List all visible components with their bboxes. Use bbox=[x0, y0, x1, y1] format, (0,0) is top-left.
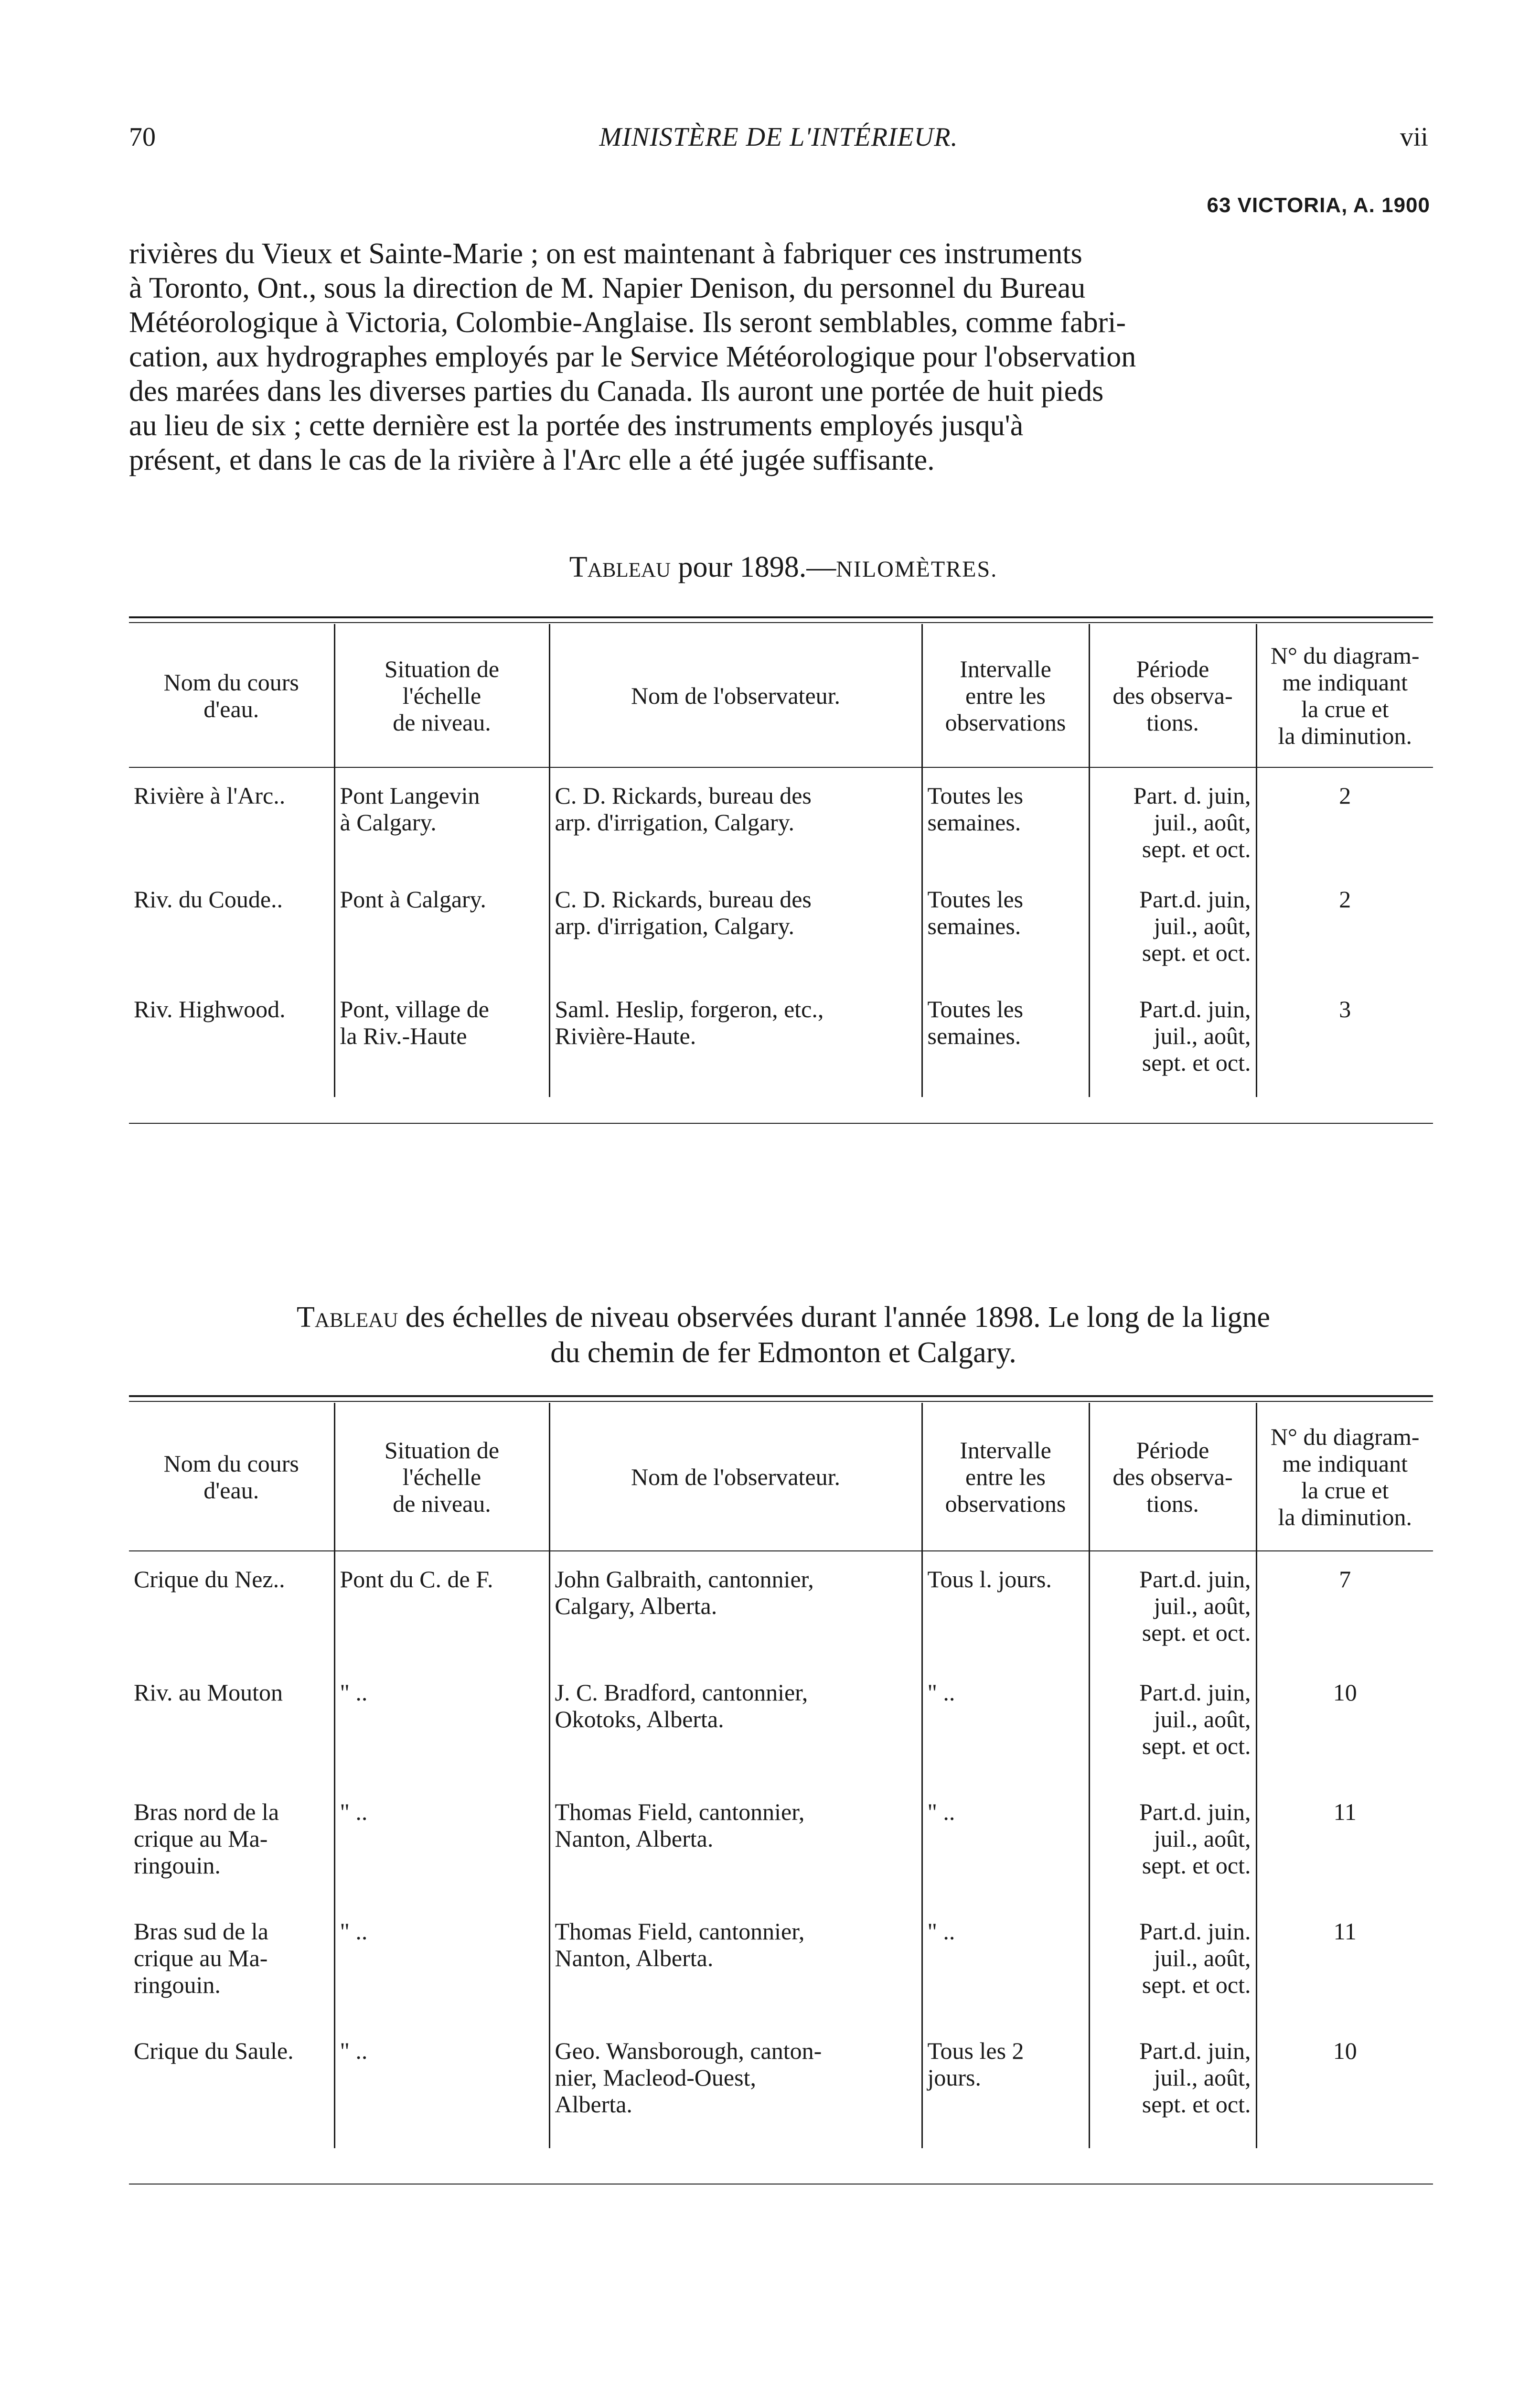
intro-line: Météorologique à Victoria, Colombie-Anglaise. Ils seront semblables, comme fabri- bbox=[129, 306, 1126, 339]
table1-cell: Pont Langevin à Calgary. bbox=[334, 767, 549, 877]
session-label: 63 VICTORIA, A. 1900 bbox=[1207, 194, 1430, 217]
table2-column-header: Nom de l'observateur. bbox=[549, 1403, 922, 1551]
table2-cell: Pont du C. de F. bbox=[334, 1551, 549, 1670]
table2-cell: " .. bbox=[334, 1909, 549, 2029]
table2-row bbox=[129, 1670, 1433, 1790]
table1-column-header: N° du diagram- me indiquant la crue et la diminution. bbox=[1256, 624, 1433, 767]
table2-cell: Bras nord de la crique au Ma- ringouin. bbox=[134, 1798, 279, 1879]
table1-cell: Pont, village de la Riv.-Haute bbox=[334, 987, 549, 1097]
table1-bottom-rule bbox=[129, 1123, 1433, 1124]
table1-cell: Riv. Highwood. bbox=[134, 996, 286, 1022]
table2-cell: Thomas Field, cantonnier, Nanton, Alberta. bbox=[549, 1909, 922, 2029]
table1-caption-rest: pour 1898.— bbox=[678, 551, 836, 583]
intro-line: au lieu de six ; cette dernière est la portée des instruments employés jusqu'à bbox=[129, 409, 1024, 442]
table2-cell: " .. bbox=[922, 1909, 1089, 2029]
table1-cell: 2 bbox=[1256, 767, 1433, 877]
table2-caption-line1 bbox=[129, 1300, 1438, 1335]
table2-cell: Bras sud de la crique au Ma- ringouin. bbox=[134, 1918, 268, 1998]
table1-column-header: Nom de l'observateur. bbox=[549, 624, 922, 767]
table2-cell: Part.d. juin, juil., août, sept. et oct. bbox=[1089, 2029, 1256, 2148]
table2-cell: Part.d. juin, juil., août, sept. et oct. bbox=[1089, 1670, 1256, 1790]
table1-cell: Toutes les semaines. bbox=[922, 767, 1089, 877]
table2-row bbox=[129, 1909, 1433, 2029]
intro-line: rivières du Vieux et Sainte-Marie ; on est maintenant à fabriquer ces instruments bbox=[129, 237, 1082, 270]
table2-caption-rest: des échelles de niveau observées durant l'année 1898. Le long de la ligne bbox=[405, 1301, 1270, 1334]
volume-number: vii bbox=[1400, 122, 1428, 152]
table1-cell: Part.d. juin, juil., août, sept. et oct. bbox=[1089, 987, 1256, 1097]
table1-cell: 3 bbox=[1256, 987, 1433, 1097]
table1-caption-sc: NILOMÈTRES. bbox=[836, 557, 998, 582]
table2-cell: John Galbraith, cantonnier, Calgary, Alberta. bbox=[549, 1551, 922, 1670]
table2-column-header: Période des observa- tions. bbox=[1089, 1403, 1256, 1551]
table2-cell: Part.d. juin. juil., août, sept. et oct. bbox=[1089, 1909, 1256, 2029]
table2-caption-word: Tableau bbox=[297, 1301, 398, 1334]
table2-cell: Crique du Saule. bbox=[134, 2037, 294, 2064]
intro-line: présent, et dans le cas de la rivière à l'Arc elle a été jugée suffisante. bbox=[129, 444, 935, 476]
table1-column-header: Nom du cours d'eau. bbox=[129, 624, 334, 767]
running-title: MINISTÈRE DE L'INTÉRIEUR. bbox=[599, 122, 958, 152]
table1-row bbox=[129, 987, 1433, 1097]
table2-top-rule bbox=[129, 1395, 1433, 1397]
table2-cell: 7 bbox=[1256, 1551, 1433, 1670]
page-number: 70 bbox=[129, 122, 156, 152]
table2-cell: Tous les 2 jours. bbox=[922, 2029, 1089, 2148]
table2 bbox=[129, 1403, 1433, 2148]
table2-body bbox=[129, 1403, 1433, 2148]
table2-row bbox=[129, 1551, 1433, 1670]
table1-caption-word: Tableau bbox=[569, 551, 671, 583]
table1-row bbox=[129, 877, 1433, 987]
table2-cell: Tous l. jours. bbox=[922, 1551, 1089, 1670]
table1-cell: Part. d. juin, juil., août, sept. et oct. bbox=[1089, 767, 1256, 877]
table2-cell: " .. bbox=[334, 1670, 549, 1790]
intro-paragraph bbox=[129, 237, 1438, 477]
table1-cell: C. D. Rickards, bureau des arp. d'irrigation, Calgary. bbox=[549, 767, 922, 877]
table2-bottom-rule bbox=[129, 2184, 1433, 2185]
table2-column-header: N° du diagram- me indiquant la crue et la diminution. bbox=[1256, 1403, 1433, 1551]
table1-body bbox=[129, 624, 1433, 1097]
table2-cell: " .. bbox=[922, 1790, 1089, 1909]
table2-top-rule-thin bbox=[129, 1401, 1433, 1402]
table1-cell: Riv. du Coude.. bbox=[134, 886, 283, 913]
table2-column-header: Intervalle entre les observations bbox=[922, 1403, 1089, 1551]
table1-top-rule-thin bbox=[129, 622, 1433, 623]
table1-top-rule bbox=[129, 616, 1433, 618]
table2-cell: " .. bbox=[922, 1670, 1089, 1790]
table1-caption bbox=[129, 549, 1438, 587]
table1-cell: Pont à Calgary. bbox=[334, 877, 549, 987]
table2-cell: Part.d. juin, juil., août, sept. et oct. bbox=[1089, 1551, 1256, 1670]
intro-line: à Toronto, Ont., sous la direction de M. Napier Denison, du personnel du Bureau bbox=[129, 272, 1086, 304]
table1-cell: Toutes les semaines. bbox=[922, 877, 1089, 987]
table2-cell: 10 bbox=[1256, 1670, 1433, 1790]
intro-line: des marées dans les diverses parties du Canada. Ils auront une portée de huit pieds bbox=[129, 375, 1104, 408]
table2-cell: 10 bbox=[1256, 2029, 1433, 2148]
table2-column-header: Nom du cours d'eau. bbox=[129, 1403, 334, 1551]
table2-cell: " .. bbox=[334, 2029, 549, 2148]
table2-column-header: Situation de l'échelle de niveau. bbox=[334, 1403, 549, 1551]
table2-row bbox=[129, 2029, 1433, 2148]
table1-column-header: Situation de l'échelle de niveau. bbox=[334, 624, 549, 767]
table2-cell: " .. bbox=[334, 1790, 549, 1909]
table1-column-header: Période des observa- tions. bbox=[1089, 624, 1256, 767]
table2-cell: Geo. Wansborough, canton- nier, Macleod-Ouest, Alberta. bbox=[549, 2029, 922, 2148]
table1-cell: Saml. Heslip, forgeron, etc., Rivière-Haute. bbox=[549, 987, 922, 1097]
table2-caption-line2: du chemin de fer Edmonton et Calgary. bbox=[550, 1336, 1016, 1369]
table2-header-row bbox=[129, 1403, 1433, 1551]
table1-cell: Part.d. juin, juil., août, sept. et oct. bbox=[1089, 877, 1256, 987]
table2-cell: J. C. Bradford, cantonnier, Okotoks, Alberta. bbox=[549, 1670, 922, 1790]
table1-cell: Rivière à l'Arc.. bbox=[134, 782, 286, 809]
table1-row bbox=[129, 767, 1433, 877]
table2-cell: 11 bbox=[1256, 1790, 1433, 1909]
table1-cell: Toutes les semaines. bbox=[922, 987, 1089, 1097]
table1-cell: C. D. Rickards, bureau des arp. d'irrigation, Calgary. bbox=[549, 877, 922, 987]
table2-cell: Crique du Nez.. bbox=[134, 1566, 285, 1593]
table2-cell: Riv. au Mouton bbox=[134, 1679, 283, 1706]
table1-header-row bbox=[129, 624, 1433, 767]
table1-cell: 2 bbox=[1256, 877, 1433, 987]
table2-cell: Part.d. juin, juil., août, sept. et oct. bbox=[1089, 1790, 1256, 1909]
running-header bbox=[129, 122, 1428, 160]
intro-line: cation, aux hydrographes employés par le Service Météorologique pour l'observation bbox=[129, 341, 1136, 373]
table2-caption bbox=[129, 1300, 1438, 1370]
table1 bbox=[129, 624, 1433, 1097]
table2-row bbox=[129, 1790, 1433, 1909]
table1-column-header: Intervalle entre les observations bbox=[922, 624, 1089, 767]
table2-cell: 11 bbox=[1256, 1909, 1433, 2029]
table2-cell: Thomas Field, cantonnier, Nanton, Alberta. bbox=[549, 1790, 922, 1909]
